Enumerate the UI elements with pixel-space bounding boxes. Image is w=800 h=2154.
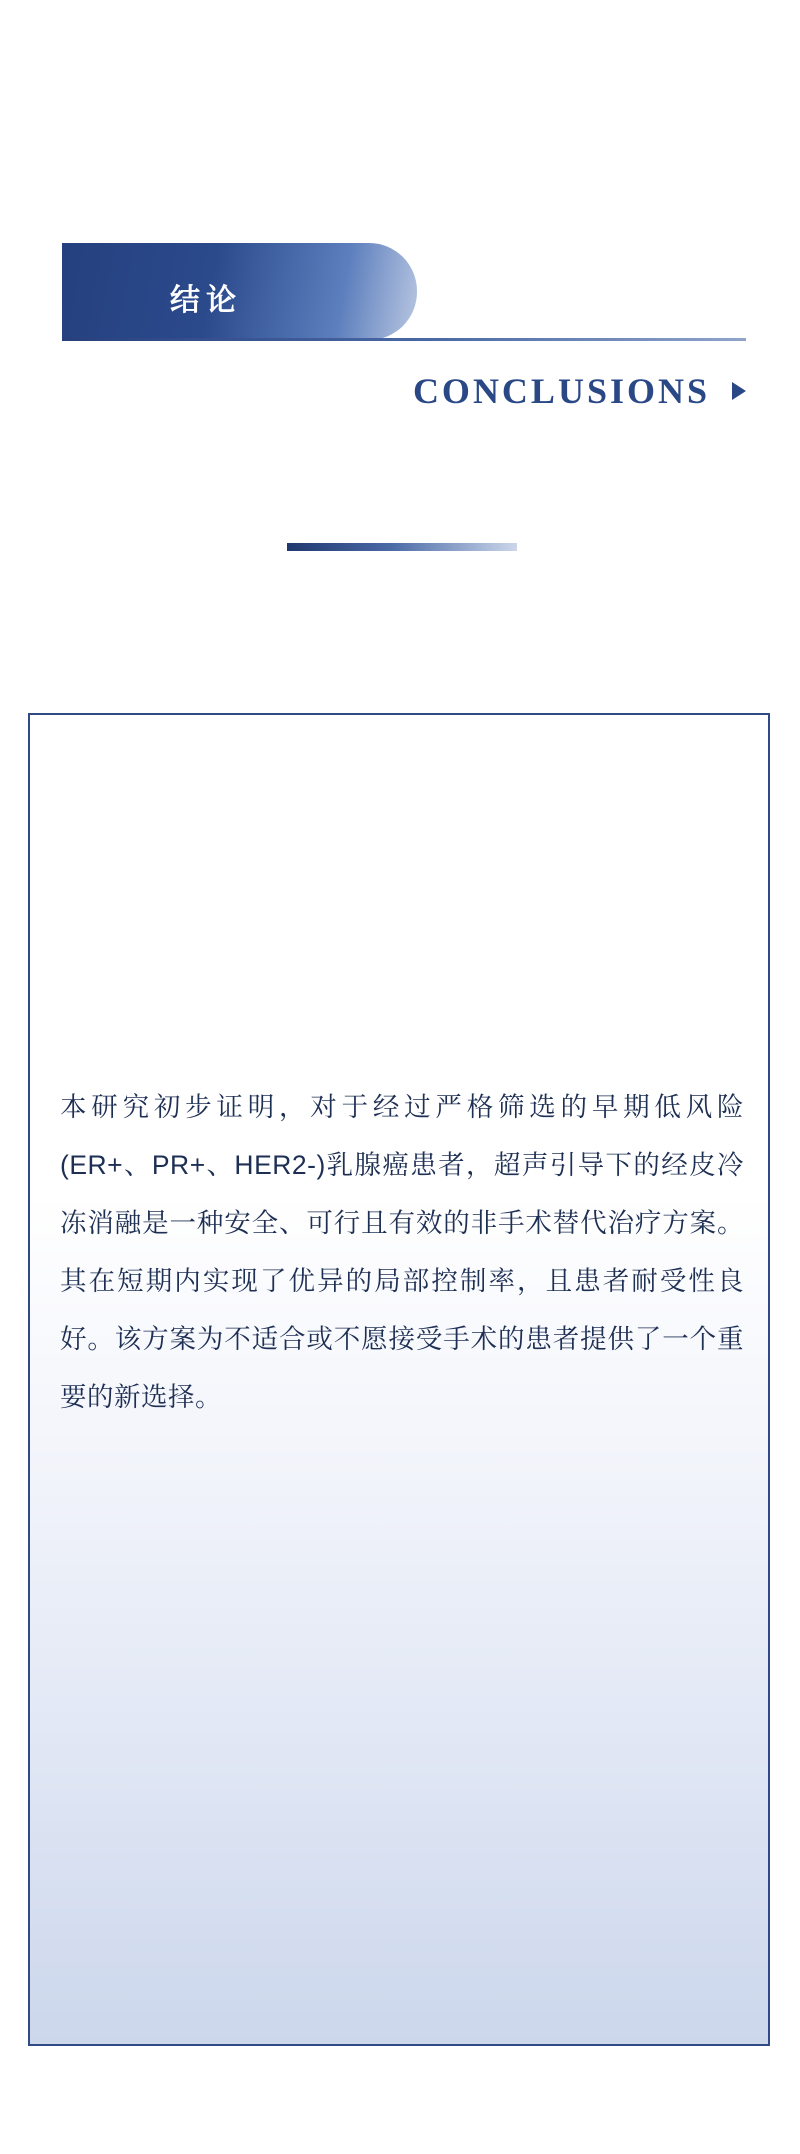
en-title-label: CONCLUSIONS [412,371,710,411]
cn-title-tab [62,243,417,340]
conclusion-card [28,713,770,2046]
conclusion-paragraph: 本研究初步证明，对于经过严格筛选的早期低风险(ER+、PR+、HER2-)乳腺癌患者，超声引导下的经皮冷冻消融是一种安全、可行且有效的非手术替代治疗方案。其在短期内实现了优异的局部控制率，且患者耐受性良好。该方案为不适合或不愿接受手术的患者提供了一个重要的新选择。 [60,1092,744,1412]
accent-divider [287,543,517,551]
triangle-right-icon [732,382,746,400]
section-header [0,243,800,340]
en-title-row [62,370,746,416]
header-divider-line [62,338,746,341]
cn-title-label: 结论 [170,284,242,317]
